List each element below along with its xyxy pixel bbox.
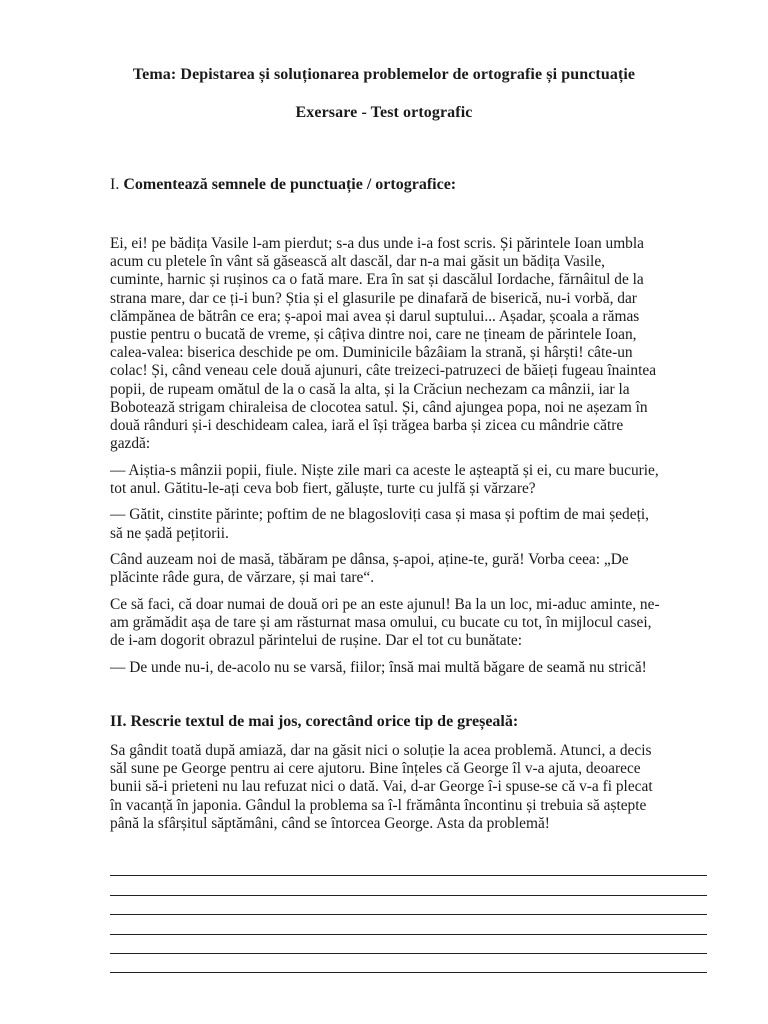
text-line: — De unde nu-i, de-acolo nu se varsă, fiilor; însă mai multă băgare de seamă nu strică! bbox=[110, 658, 647, 676]
text-line: două rânduri și-i deschideam calea, iară el își trăgea barba și zicea cu mândrie către bbox=[110, 417, 624, 435]
section1-heading-text: Comentează semnele de punctuație / ortografice: bbox=[123, 176, 457, 193]
paragraph bbox=[110, 235, 710, 453]
text-line: Bobotează strigam chiraleisa de clocotea satul. Și, când ajungea popa, noi ne așezam în bbox=[110, 398, 648, 416]
section1-number: I. bbox=[110, 176, 120, 193]
text-line: acum cu pletele în vânt să găsească alt dascăl, dar n-a mai găsit un bădița Vasile, bbox=[110, 253, 606, 271]
answer-line[interactable] bbox=[110, 857, 707, 876]
paragraph bbox=[110, 462, 710, 498]
text-line: cuminte, harnic și rușinos ca o fată mare. Era în sat și dascălul Iordache, fărnâitul de la bbox=[110, 271, 644, 289]
text-line: în vacanță în japonia. Gândul la problema sa î-l frământa încontinu și trebuia să aștepte bbox=[110, 796, 647, 814]
paragraph bbox=[110, 596, 710, 651]
answer-line[interactable] bbox=[110, 896, 707, 915]
text-line: clămpănea de bătrân ce era; ș-apoi mai avea și darul suptului... Așadar, școala a rămas bbox=[110, 307, 640, 325]
section2-text bbox=[110, 742, 710, 841]
text-line: săl sune pe George pentru ai cere ajutoru. Bine înțeles că George îl v-a ajuta, deoarece bbox=[110, 760, 641, 778]
text-line: Sa gândit toată după amiază, dar na găsit nici o soluție la acea problemă. Atunci, a decis bbox=[110, 742, 652, 759]
page-subtitle: Exersare - Test ortografic bbox=[295, 104, 473, 121]
answer-lines bbox=[110, 857, 707, 973]
text-line: gazdă: bbox=[110, 435, 151, 453]
text-line: — Aiștia-s mânzii popii, fiule. Niște zile mari ca aceste le așteaptă și ei, cu mare bucurie, bbox=[110, 461, 659, 479]
paragraph bbox=[110, 659, 710, 677]
text-line: strana mare, dar ce ți-i bun? Știa și el glasurile pe dinafară de biserică, nu-i vorbă, dar bbox=[110, 289, 637, 307]
section1-text bbox=[110, 235, 710, 685]
text-line: pustie pentru o bucată de vreme, și câțiva dintre noi, care ne țineam de părintele Ioan, bbox=[110, 326, 637, 344]
text-line: calea-valea: biserica deschide pe om. Duminicile bâzâiam la strană, și hârști! câte-un bbox=[110, 344, 633, 362]
text-line: până la sfârșitul săptămâni, când se întorcea George. Asta da problemă! bbox=[110, 814, 550, 832]
text-line: colac! Și, când veneau cele două ajunuri, câte treizeci-patruzeci de băieți fugeau înaintea bbox=[110, 362, 657, 380]
text-line: să ne șadă pețitorii. bbox=[110, 524, 229, 542]
text-line: popii, de rupeam omătul de la o casă la alta, și la Crăciun nechezam ca mânzii, iar la bbox=[110, 380, 630, 398]
text-line: Ei, ei! pe bădița Vasile l-am pierdut; s-a dus unde i-a fost scris. Și părintele Ioan umbla bbox=[110, 235, 644, 252]
text-line: — Gătit, cinstite părinte; poftim de ne blagosloviți casa și masa și poftim de mai ședeți, bbox=[110, 506, 649, 524]
paragraph bbox=[110, 551, 710, 587]
text-line: plăcinte râde gura, de vărzare, și mai tare“. bbox=[110, 569, 375, 587]
text-line: am grămădit așa de tare și am răsturnat masa omului, cu bucate cu tot, în mijlocul casei, bbox=[110, 614, 652, 632]
section1-heading bbox=[110, 176, 456, 194]
text-line: Când auzeam noi de masă, tăbăram pe dânsa, ș-apoi, aține-te, gură! Vorba ceea: „De bbox=[110, 551, 629, 569]
answer-line[interactable] bbox=[110, 876, 707, 895]
text-line: tot anul. Gătitu-le-ați ceva bob fiert, găluște, turte cu julfă și vărzare? bbox=[110, 479, 536, 497]
section2-heading: II. Rescrie textul de mai jos, corectând orice tip de greșeală: bbox=[110, 713, 519, 730]
answer-line[interactable] bbox=[110, 954, 707, 973]
paragraph bbox=[110, 506, 710, 542]
answer-line[interactable] bbox=[110, 915, 707, 934]
answer-line[interactable] bbox=[110, 935, 707, 954]
text-line: de i-am dogorit obrazul părintelui de rușine. Dar el tot cu bunătate: bbox=[110, 632, 522, 650]
paragraph bbox=[110, 742, 710, 833]
page-title: Tema: Depistarea și soluționarea problemelor de ortografie și punctuație bbox=[132, 66, 636, 83]
text-line: Ce să faci, că doar numai de două ori pe an este ajunul! Ba la un loc, mi-aduc aminte, ne- bbox=[110, 595, 660, 613]
text-line: bunii să-i prieteni nu lau refuzat nici o dată. Vai, d-ar George î-i spuse-se că v-a fi plecat bbox=[110, 778, 653, 796]
